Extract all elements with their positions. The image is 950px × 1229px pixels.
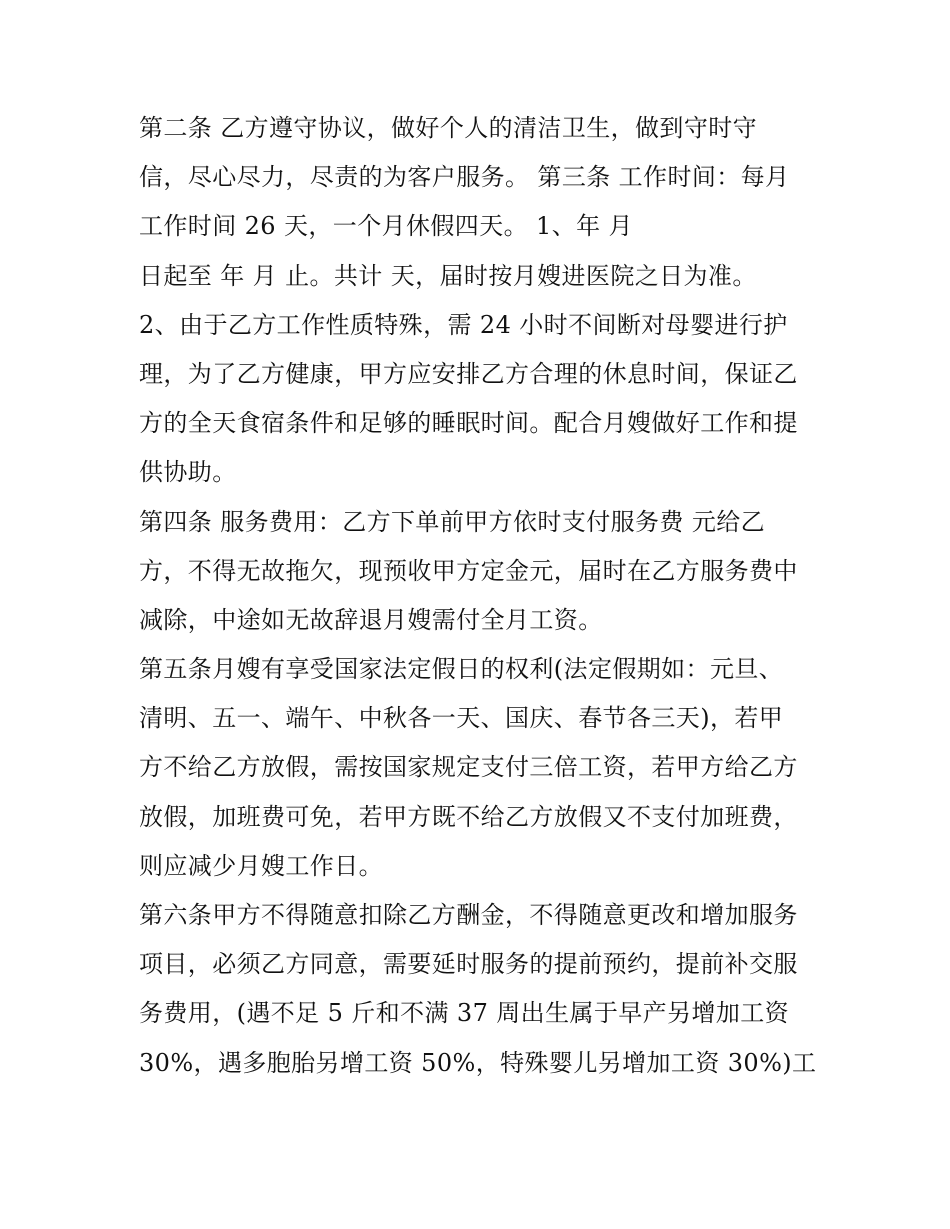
- text-line: 第六条甲方不得随意扣除乙方酬金，不得随意更改和增加服务: [139, 901, 798, 929]
- text-line: 项目，必须乙方同意，需要延时服务的提前预约，提前补交服: [139, 950, 798, 979]
- text-line: 务费用，(遇不足 5 斤和不满 37 周出生属于早产另增加工资: [139, 999, 790, 1028]
- text-line: 第五条月嫂有享受国家法定假日的权利(法定假期如：元旦、: [139, 655, 784, 684]
- text-line: 第四条 服务费用：乙方下单前甲方依时支付服务费 元给乙: [139, 507, 766, 536]
- text-line: 理，为了乙方健康，甲方应安排乙方合理的休息时间，保证乙: [139, 359, 798, 388]
- text-line: 减除，中途如无故辞退月嫂需付全月工资。: [139, 605, 603, 634]
- text-line: 工作时间 26 天，一个月休假四天。 1、年 月: [139, 212, 633, 241]
- contract-text: [139, 104, 819, 1088]
- text-line: 第二条 乙方遵守协议，做好个人的清洁卫生，做到守时守: [139, 114, 758, 142]
- text-line: 30%，遇多胞胎另增工资 50%，特殊婴儿另增加工资 30%)工: [139, 1048, 817, 1077]
- text-line: 则应减少月嫂工作日。: [139, 851, 383, 880]
- text-line: 供协助。: [139, 458, 237, 487]
- text-line: 方的全天食宿条件和足够的睡眠时间。配合月嫂做好工作和提: [139, 409, 798, 438]
- text-line: 方，不得无故拖欠，现预收甲方定金元，届时在乙方服务费中: [139, 556, 798, 585]
- text-line: 放假，加班费可免，若甲方既不给乙方放假又不支付加班费，: [139, 802, 798, 831]
- text-line: 日起至 年 月 止。共计 天，届时按月嫂进医院之日为准。: [139, 261, 757, 290]
- text-line: 方不给乙方放假，需按国家规定支付三倍工资，若甲方给乙方: [139, 753, 798, 782]
- text-line: 信，尽心尽力，尽责的为客户服务。 第三条 工作时间：每月: [139, 163, 790, 192]
- text-line: 2、由于乙方工作性质特殊，需 24 小时不间断对母婴进行护: [139, 310, 788, 339]
- text-line: 清明、五一、端午、中秋各一天、国庆、春节各三天)，若甲: [139, 704, 784, 733]
